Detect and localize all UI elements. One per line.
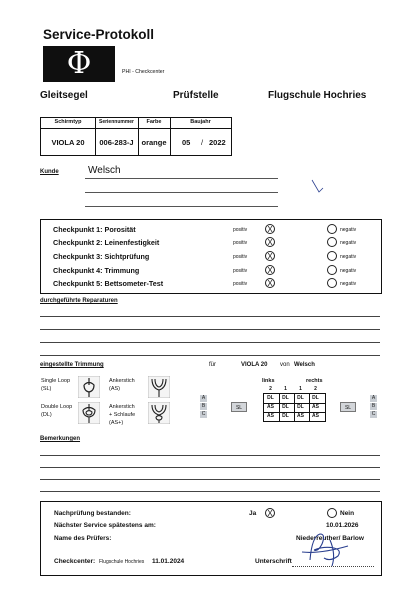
row-b-right: B — [371, 403, 376, 409]
kunde-value: Welsch — [88, 165, 121, 176]
ankerstich-label: Ankerstich — [109, 378, 135, 384]
value-baujahr-month: 05 — [182, 138, 191, 147]
checkpoint-1-negative-label: negativ — [340, 227, 357, 233]
single-loop-knot-icon — [78, 376, 100, 398]
trimmung-label: eingestellte Trimmung — [40, 362, 104, 368]
ankerstich-schlaufe-line2: + Schlaufe — [109, 412, 136, 418]
checkpoint-3-negative-label: negativ — [340, 254, 357, 260]
glider-table — [40, 117, 232, 156]
nein-checkbox[interactable] — [327, 508, 337, 518]
checkpoint-1-negative-checkbox[interactable] — [327, 224, 337, 234]
checkpoint-2-positive-checkbox[interactable]: X — [265, 237, 275, 247]
trim-b-l1: DL — [282, 404, 289, 410]
reparaturen-line-2 — [40, 329, 380, 330]
trim-a-l2: DL — [267, 395, 274, 401]
value-schirmtyp: VIOLA 20 — [51, 138, 85, 147]
reparaturen-line-4 — [40, 355, 380, 356]
reparaturen-label: durchgeführte Reparaturen — [40, 298, 118, 304]
trim-b-r1: DL — [297, 404, 304, 410]
ankerstich-schlaufe-line1: Ankerstich — [109, 404, 135, 410]
value-baujahr-year: 2022 — [209, 138, 226, 147]
trim-c-l1: DL — [282, 413, 289, 419]
single-loop-label: Single Loop — [41, 378, 71, 384]
checkpoint-4-negative-label: negativ — [340, 268, 357, 274]
checkpoint-1-label: Checkpunkt 1: Porosität — [53, 225, 136, 234]
checkpoint-4-label: Checkpunkt 4: Trimmung — [53, 266, 140, 275]
bemerkungen-line-3 — [40, 479, 380, 480]
trimmung-von-label: von — [280, 362, 290, 368]
checkpoint-1-positive-label: positiv — [233, 227, 248, 233]
kunde-line-3 — [85, 206, 278, 207]
stray-pen-mark — [310, 178, 326, 196]
links-label: links — [262, 378, 275, 384]
checkpoint-4-negative-checkbox[interactable] — [327, 265, 337, 275]
checkcenter-date: 11.01.2024 — [152, 558, 185, 565]
header-schirmtyp: Schirmtyp — [54, 119, 82, 125]
sl-right-badge: SL — [340, 402, 356, 412]
trimmung-fuer-label: für — [209, 362, 217, 368]
checkpoint-2-positive-label: positiv — [233, 240, 248, 246]
kunde-label: Kunde — [40, 169, 59, 175]
col-num-links-1: 1 — [284, 386, 287, 392]
checkpoint-5-positive-checkbox[interactable]: X — [265, 278, 275, 288]
naechster-service-label: Nächster Service spätestens am: — [54, 522, 156, 529]
row-c-left: C — [201, 411, 206, 417]
row-c-right: C — [371, 411, 376, 417]
ja-checkbox[interactable]: X — [265, 508, 275, 518]
header-farbe: Farbe — [146, 119, 162, 125]
reparaturen-line-3 — [40, 342, 380, 343]
checkpoint-5-negative-checkbox[interactable] — [327, 278, 337, 288]
ja-label: Ja — [249, 510, 257, 517]
trim-c-l2: AS — [267, 413, 274, 419]
col-num-rechts-1: 1 — [299, 386, 302, 392]
checkcenter-label: Checkcenter: — [54, 558, 96, 565]
checkpoint-5-negative-label: negativ — [340, 281, 357, 287]
value-seriennummer: 006-283-J — [99, 138, 134, 147]
checkpoint-4-positive-label: positiv — [233, 268, 248, 274]
pruefer-value: Niederreuther/ Barlow — [296, 535, 364, 542]
trim-a-r2: DL — [312, 395, 319, 401]
single-loop-abbr: (SL) — [41, 386, 52, 392]
checkpoint-3-label: Checkpunkt 3: Sichtprüfung — [53, 252, 150, 261]
checkpoint-4-positive-checkbox[interactable]: X — [265, 265, 275, 275]
section-flugschule: Flugschule Hochries — [268, 90, 367, 101]
sl-left-badge: SL — [231, 402, 247, 412]
double-loop-label: Double Loop — [41, 404, 73, 410]
trim-c-r2: AS — [312, 413, 319, 419]
kunde-line-2 — [85, 192, 278, 193]
ankerstich-abbr: (AS) — [109, 386, 120, 392]
nein-label: Nein — [340, 510, 355, 517]
reparaturen-line-1 — [40, 316, 380, 317]
unterschrift-label: Unterschrift — [255, 558, 292, 565]
col-num-rechts-2: 2 — [314, 386, 317, 392]
section-gleitsegel: Gleitsegel — [40, 90, 88, 101]
header-baujahr: Baujahr — [190, 119, 211, 125]
ankerstich-schlaufe-line3: (AS+) — [109, 420, 124, 426]
trim-a-r1: DL — [297, 395, 304, 401]
row-a-right: A — [371, 395, 376, 401]
double-loop-abbr: (DL) — [41, 412, 52, 418]
checkpoint-5-positive-label: positiv — [233, 281, 248, 287]
bemerkungen-line-1 — [40, 455, 380, 456]
value-baujahr-sep: / — [201, 138, 204, 147]
trimmung-von-value: Welsch — [294, 362, 315, 368]
ankerstich-schlaufe-knot-icon — [148, 402, 170, 424]
checkpoint-3-positive-label: positiv — [233, 254, 248, 260]
trim-b-r2: AS — [312, 404, 319, 410]
row-a-left: A — [201, 395, 206, 401]
phi-logo-glyph: Φ — [66, 46, 92, 81]
checkpoint-2-negative-checkbox[interactable] — [327, 237, 337, 247]
row-b-left: B — [201, 403, 206, 409]
col-num-links-2: 2 — [269, 386, 272, 392]
kunde-line-1 — [85, 178, 278, 179]
pruefer-label: Name des Prüfers: — [54, 535, 112, 542]
checkpoint-3-negative-checkbox[interactable] — [327, 251, 337, 261]
page-title: Service-Protokoll — [43, 27, 155, 42]
naechster-service-value: 10.01.2026 — [326, 522, 359, 529]
bemerkungen-line-2 — [40, 467, 380, 468]
handwritten-signature — [290, 528, 360, 570]
checkpoint-1-positive-checkbox[interactable]: X — [265, 224, 275, 234]
rechts-label: rechts — [306, 378, 323, 384]
bemerkungen-line-4 — [40, 491, 380, 492]
ankerstich-knot-icon — [148, 376, 170, 398]
header-seriennummer: Seriennummer — [98, 119, 134, 125]
double-loop-knot-icon — [78, 402, 100, 424]
checkpoint-2-label: Checkpunkt 2: Leinenfestigkeit — [53, 238, 160, 247]
trim-a-l1: DL — [282, 395, 289, 401]
value-farbe: orange — [141, 138, 167, 147]
nachpruefung-label: Nachprüfung bestanden: — [54, 510, 131, 517]
checkcenter-value: Flugschule Hochries — [99, 559, 145, 565]
trim-c-r1: AS — [297, 413, 304, 419]
trimmung-fuer-value: VIOLA 20 — [241, 362, 268, 368]
phi-logo — [43, 46, 115, 82]
checkpoint-2-negative-label: negativ — [340, 240, 357, 246]
checkpoint-3-positive-checkbox[interactable]: X — [265, 251, 275, 261]
logo-caption: PHI - Checkcenter — [122, 69, 165, 75]
checkpoint-5-label: Checkpunkt 5: Bettsometer-Test — [53, 279, 164, 288]
bemerkungen-label: Bemerkungen — [40, 436, 81, 442]
trim-b-l2: AS — [267, 404, 274, 410]
section-pruefstelle: Prüfstelle — [173, 90, 219, 101]
